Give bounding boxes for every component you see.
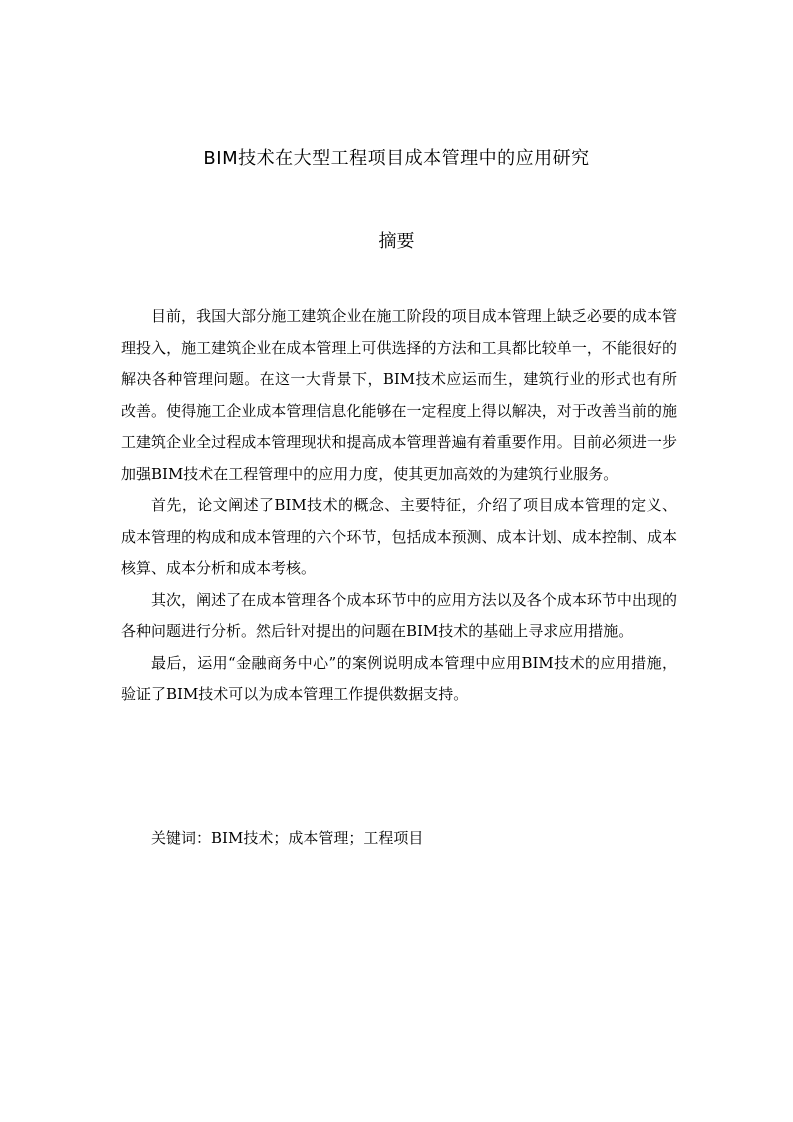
abstract-paragraph: 其次，阐述了在成本管理各个成本环节中的应用方法以及各个成本环节中出现的各种问题进行分析。然后针对提出的问题在BIM技术的基础上寻求应用措施。 [121,590,677,640]
abstract-body [121,301,677,711]
keywords-label: 关键词： [151,829,212,847]
keywords-line [151,824,423,852]
abstract-paragraph: 首先，论文阐述了BIM技术的概念、主要特征，介绍了项目成本管理的定义、成本管理的构成和成本管理的六个环节，包括成本预测、成本计划、成本控制、成本核算、成本分析和成本考核。 [121,496,677,577]
document-title: BIM技术在大型工程项目成本管理中的应用研究 [203,148,590,169]
abstract-heading: 摘要 [378,231,415,252]
keywords-value: BIM技术；成本管理；工程项目 [211,829,424,847]
abstract-paragraph: 目前，我国大部分施工建筑企业在施工阶段的项目成本管理上缺乏必要的成本管理投入，施工建筑企业在成本管理上可供选择的方法和工具都比较单一，不能很好的解决各种管理问题。在这一大背景下，BIM技术应运而生，建筑行业的形式也有所改善。使得施工企业成本管理信息化能够在一定程度上得以解决，对于改善当前的施工建筑企业全过程成本管理现状和提高成本管理普遍有着重要作用。目前必须进一步加强BIM技术在工程管理中的应用力度，使其更加高效的为建筑行业服务。 [121,307,677,483]
abstract-paragraph: 最后，运用“金融商务中心”的案例说明成本管理中应用BIM技术的应用措施，验证了BIM技术可以为成本管理工作提供数据支持。 [121,653,677,703]
